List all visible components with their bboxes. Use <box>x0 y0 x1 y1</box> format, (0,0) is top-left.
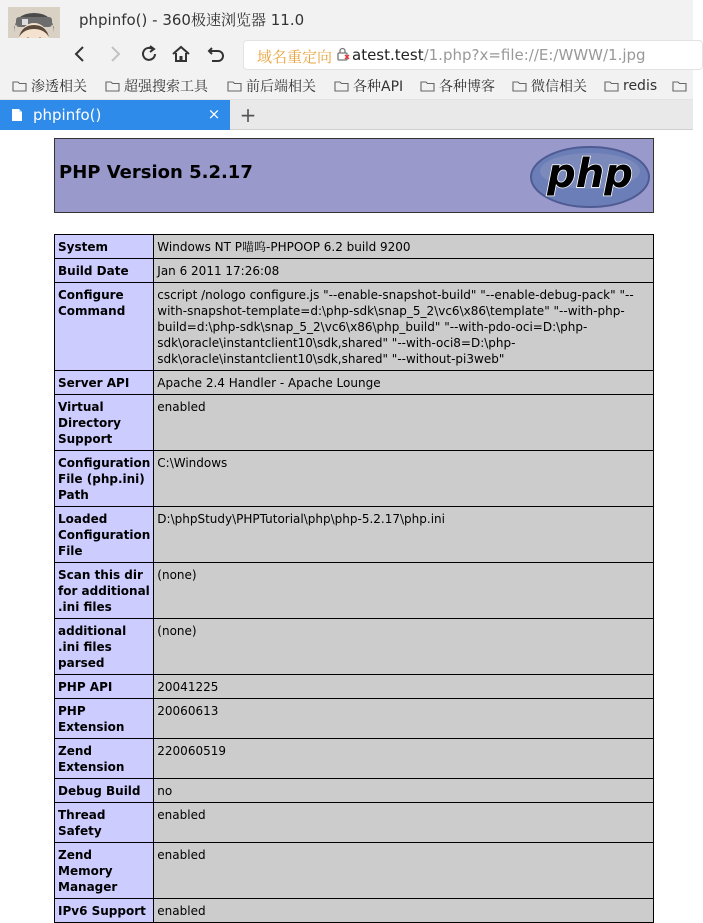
row-value: enabled <box>154 395 654 451</box>
row-value: 20060613 <box>154 699 654 739</box>
row-label: Server API <box>55 371 154 395</box>
reload-button[interactable] <box>136 41 162 67</box>
bookmark-label: 各种博客 <box>439 79 495 95</box>
row-label: Thread Safety <box>55 803 154 843</box>
row-label: Debug Build <box>55 779 154 803</box>
row-value: (none) <box>154 563 654 619</box>
php-logo[interactable] <box>529 145 651 209</box>
table-row <box>55 563 654 619</box>
folder-icon <box>420 80 435 92</box>
address-bar[interactable] <box>243 40 703 70</box>
back-arrow-icon <box>73 45 87 63</box>
row-label: Build Date <box>55 259 154 283</box>
folder-icon <box>334 80 349 92</box>
bookmark-label: 前后端相关 <box>246 79 316 95</box>
row-label: PHP Extension <box>55 699 154 739</box>
table-row <box>55 779 654 803</box>
bookmark-item[interactable] <box>227 77 316 95</box>
bookmark-item[interactable] <box>12 77 87 95</box>
url-host: atest.test <box>352 46 424 64</box>
insecure-lock-icon <box>336 47 350 61</box>
php-logo-text: php <box>547 151 633 197</box>
navigation-bar <box>0 38 693 70</box>
row-label: Loaded Configuration File <box>55 507 154 563</box>
phpinfo-header <box>54 138 654 213</box>
bookmark-label: 超强搜索工具 <box>124 79 208 95</box>
info-table <box>54 234 654 923</box>
table-row <box>55 451 654 507</box>
back-button[interactable] <box>67 41 93 67</box>
row-label: Zend Extension <box>55 739 154 779</box>
folder-icon <box>604 80 619 92</box>
undo-icon <box>206 44 226 64</box>
bookmark-label: 各种API <box>353 79 404 95</box>
bookmark-label: redis <box>623 78 658 94</box>
page-icon <box>11 108 23 122</box>
undo-button[interactable] <box>203 41 229 67</box>
table-row <box>55 235 654 259</box>
table-row <box>55 843 654 899</box>
folder-icon <box>672 80 687 92</box>
row-value: enabled <box>154 803 654 843</box>
row-value: Jan 6 2011 17:26:08 <box>154 259 654 283</box>
url-text <box>352 46 646 64</box>
row-value: 20041225 <box>154 675 654 699</box>
forward-button[interactable] <box>102 41 128 67</box>
row-value: cscript /nologo configure.js "--enable-snapshot-build" "--enable-debug-pack" "--with-snapshot-template=d:\php-sdk\snap_5_2\vc6\x86\template" "--with-php-build=d:\php-sdk\snap_5_2\vc6\x86\php_build" "--with-pdo-oci=D:\php-sdk\oracle\instantclient10\sdk,shared" "--with-oci8=D:\php-sdk\oracle\instantclient10\sdk,shared" "--without-pi3web" <box>154 283 654 371</box>
row-value: 220060519 <box>154 739 654 779</box>
info-rows <box>55 235 654 923</box>
table-row <box>55 803 654 843</box>
row-value: Windows NT P喵呜-PHPOOP 6.2 build 9200 <box>154 235 654 259</box>
window-title: phpinfo() - 360极速浏览器 11.0 <box>79 11 305 29</box>
title-bar <box>0 0 693 38</box>
bookmark-item[interactable] <box>334 77 403 95</box>
row-label: Configuration File (php.ini) Path <box>55 451 154 507</box>
row-label: Configure Command <box>55 283 154 371</box>
row-value: enabled <box>154 843 654 899</box>
row-label: PHP API <box>55 675 154 699</box>
page-title: PHP Version 5.2.17 <box>59 162 253 183</box>
bookmarks-bar <box>0 70 693 100</box>
redirect-label: 域名重定向 <box>257 48 333 66</box>
folder-icon <box>105 80 120 92</box>
folder-icon <box>227 80 242 92</box>
row-label: System <box>55 235 154 259</box>
home-button[interactable] <box>168 41 194 67</box>
table-row <box>55 371 654 395</box>
bookmark-item[interactable] <box>604 77 657 95</box>
table-row <box>55 899 654 923</box>
table-row <box>55 619 654 675</box>
table-row <box>55 739 654 779</box>
home-icon <box>171 44 191 64</box>
row-label: Zend Memory Manager <box>55 843 154 899</box>
new-tab-button[interactable]: + <box>239 103 257 127</box>
reload-icon <box>139 44 159 64</box>
row-value: (none) <box>154 619 654 675</box>
table-row <box>55 507 654 563</box>
bookmark-item[interactable] <box>105 77 208 95</box>
table-row <box>55 675 654 699</box>
row-label: Scan this dir for additional .ini files <box>55 563 154 619</box>
bookmark-label: 微信相关 <box>531 79 587 95</box>
bookmark-item[interactable] <box>512 77 587 95</box>
row-label: additional .ini files parsed <box>55 619 154 675</box>
tab-close-button[interactable]: × <box>207 105 221 123</box>
table-row <box>55 259 654 283</box>
table-row <box>55 395 654 451</box>
row-label: Virtual Directory Support <box>55 395 154 451</box>
bookmark-label: 渗透相关 <box>31 79 87 95</box>
tab-label: phpinfo() <box>33 106 102 124</box>
tab-bar <box>0 100 693 130</box>
forward-arrow-icon <box>108 45 122 63</box>
row-value: no <box>154 779 654 803</box>
table-row <box>55 699 654 739</box>
tab-phpinfo[interactable] <box>0 100 230 130</box>
bookmark-item[interactable] <box>420 77 495 95</box>
row-label: IPv6 Support <box>55 899 154 923</box>
page-content <box>0 131 693 918</box>
bookmark-item[interactable] <box>672 77 691 95</box>
folder-icon <box>512 80 527 92</box>
folder-icon <box>12 80 27 92</box>
url-path: /1.php?x=file://E:/WWW/1.jpg <box>423 46 646 64</box>
row-value: D:\phpStudy\PHPTutorial\php\php-5.2.17\php.ini <box>154 507 654 563</box>
row-value: C:\Windows <box>154 451 654 507</box>
table-row <box>55 283 654 371</box>
row-value: Apache 2.4 Handler - Apache Lounge <box>154 371 654 395</box>
row-value: enabled <box>154 899 654 923</box>
